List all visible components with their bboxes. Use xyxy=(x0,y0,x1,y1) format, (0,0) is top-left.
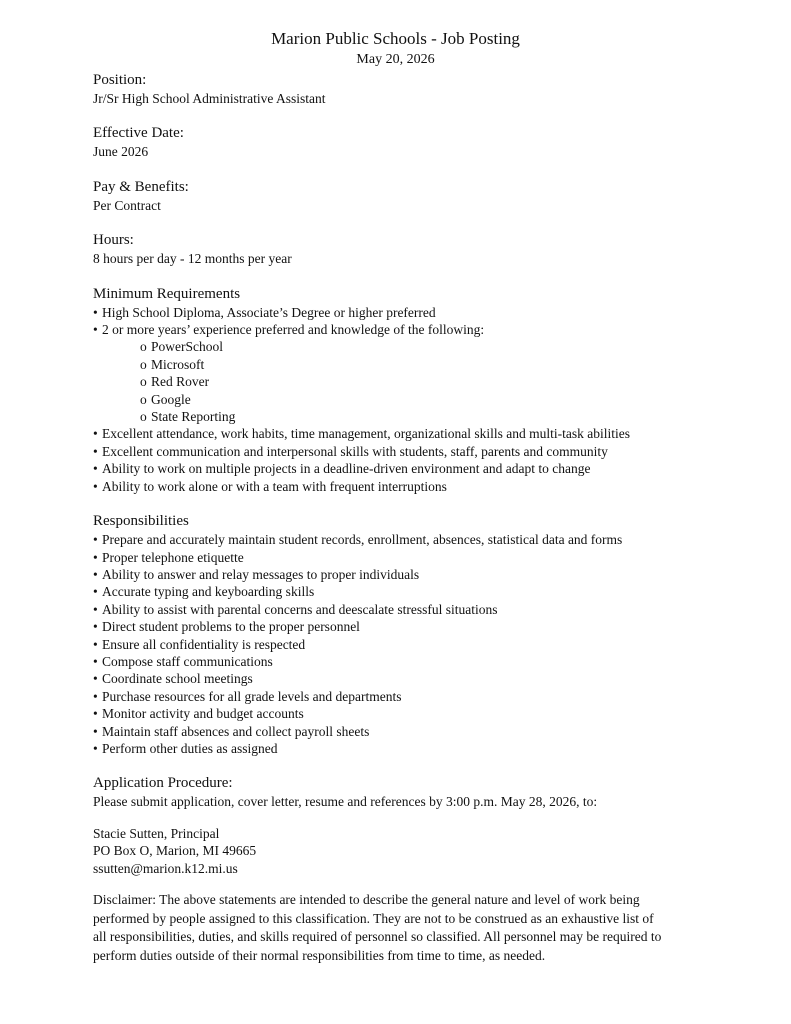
position-value: Jr/Sr High School Administrative Assistant xyxy=(93,91,326,106)
disclaimer-line: performed by people assigned to this classification. They are not to be construed as an exhaustive list of xyxy=(93,910,654,926)
posting-body xyxy=(93,71,723,965)
application-heading: Application Procedure: xyxy=(93,775,233,792)
requirement-item: • High School Diploma, Associate’s Degree or higher preferred xyxy=(93,304,723,321)
requirement-item: • 2 or more years’ experience preferred and knowledge of the following: xyxy=(93,321,723,338)
disclaimer-line: Disclaimer: The above statements are intended to describe the general nature and level of work being xyxy=(93,892,640,907)
posting-date: May 20, 2026 xyxy=(356,52,435,67)
disclaimer-line: perform duties outside of their normal responsibilities from time to time, as needed. xyxy=(93,947,546,963)
contact-address: PO Box O, Marion, MI 49665 xyxy=(93,843,257,859)
responsibility-item: • Monitor activity and budget accounts xyxy=(93,705,723,722)
page-title: Marion Public Schools - Job Posting xyxy=(271,29,520,48)
position-label: Position: xyxy=(93,72,147,88)
software-subitem: o PowerSchool xyxy=(93,338,723,355)
software-subitem: o State Reporting xyxy=(93,408,723,425)
responsibility-item: • Ability to answer and relay messages to proper individuals xyxy=(93,566,723,583)
effective-date-label: Effective Date: xyxy=(93,125,184,142)
requirements-list xyxy=(93,304,723,495)
requirement-item: • Ability to work alone or with a team with frequent interruptions xyxy=(93,478,723,495)
pay-benefits-label: Pay & Benefits: xyxy=(93,178,189,195)
software-subitem: o Red Rover xyxy=(93,373,723,390)
responsibility-item: • Perform other duties as assigned xyxy=(93,740,723,757)
responsibility-item: • Compose staff communications xyxy=(93,653,723,670)
requirements-heading: Minimum Requirements xyxy=(93,285,241,302)
requirement-item: • Ability to work on multiple projects in a deadline-driven environment and adapt to change xyxy=(93,460,723,477)
contact-name: Stacie Sutten, Principal xyxy=(93,825,220,841)
contact-email[interactable]: ssutten@marion.k12.mi.us xyxy=(93,860,238,876)
responsibility-item: • Ability to assist with parental concerns and deescalate stressful situations xyxy=(93,601,723,618)
responsibility-item: • Maintain staff absences and collect payroll sheets xyxy=(93,723,723,740)
disclaimer xyxy=(93,891,723,965)
responsibility-item: • Direct student problems to the proper personnel xyxy=(93,618,723,635)
responsibility-item: • Purchase resources for all grade levels and departments xyxy=(93,688,723,705)
pay-benefits-value: Per Contract xyxy=(93,197,161,213)
requirement-item: • Excellent attendance, work habits, time management, organizational skills and multi-task abilities xyxy=(93,425,723,442)
responsibility-item: • Ensure all confidentiality is respected xyxy=(93,636,723,653)
responsibility-item: • Prepare and accurately maintain student records, enrollment, absences, statistical data and forms xyxy=(93,531,723,548)
effective-date-value: June 2026 xyxy=(93,144,149,160)
responsibility-item: • Proper telephone etiquette xyxy=(93,549,723,566)
hours-value: 8 hours per day - 12 months per year xyxy=(93,251,292,267)
software-subitem: o Google xyxy=(93,391,723,408)
responsibilities-heading: Responsibilities xyxy=(93,513,189,530)
disclaimer-line: all responsibilities, duties, and skills required of personnel so classified. All personnel may be required to xyxy=(93,929,662,944)
responsibility-item: • Coordinate school meetings xyxy=(93,670,723,687)
responsibilities-list xyxy=(93,531,723,757)
software-subitem: o Microsoft xyxy=(93,356,723,373)
responsibility-item: • Accurate typing and keyboarding skills xyxy=(93,583,723,600)
hours-label: Hours: xyxy=(93,232,134,249)
requirement-item: • Excellent communication and interpersonal skills with students, staff, parents and community xyxy=(93,443,723,460)
application-text: Please submit application, cover letter, resume and references by 3:00 p.m. May 28, 2026, to: xyxy=(93,794,598,810)
